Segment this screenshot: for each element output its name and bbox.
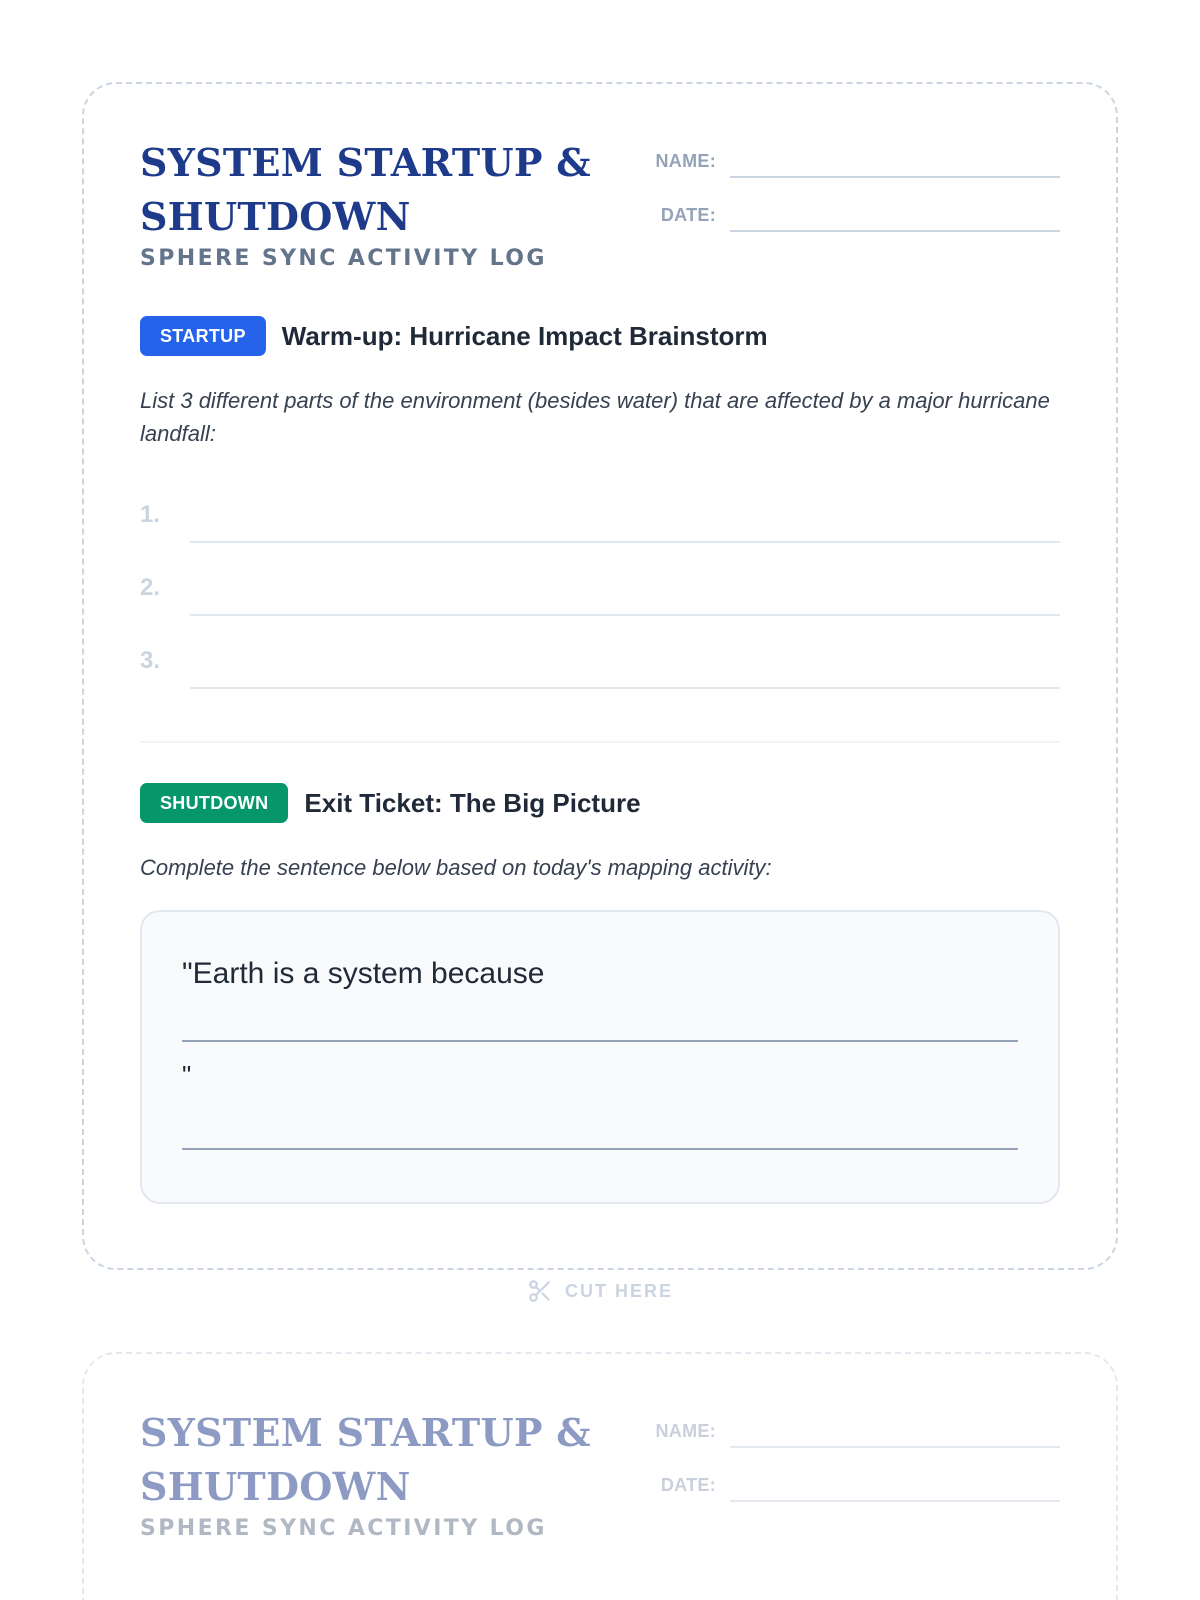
sentence-box: [140, 910, 1060, 1204]
shutdown-heading: [140, 783, 1060, 823]
name-label: NAME:: [655, 151, 716, 171]
worksheet-title: SYSTEM STARTUP & SHUTDOWN: [140, 140, 591, 239]
worksheet-card: [82, 82, 1118, 1270]
student-fields: [650, 146, 1060, 254]
date-label-copy: DATE:: [660, 1475, 716, 1495]
scissors-icon: [527, 1278, 553, 1304]
cut-here-marker: [0, 1278, 1200, 1304]
date-input-line[interactable]: [730, 204, 1060, 232]
cut-label: CUT HERE: [564, 1280, 673, 1301]
answer-row: [140, 470, 1060, 543]
shutdown-section: [140, 783, 1060, 1204]
worksheet-header-copy: [140, 1406, 1060, 1586]
answer-line[interactable]: [190, 543, 1060, 616]
section-divider: [140, 741, 1060, 743]
startup-heading: [140, 316, 1060, 356]
answer-line[interactable]: [190, 616, 1060, 689]
name-input-line[interactable]: [730, 150, 1060, 178]
name-input-line-copy[interactable]: [730, 1420, 1060, 1448]
date-field: [650, 200, 1060, 232]
sentence-start: "Earth is a system because: [182, 957, 545, 990]
worksheet-subtitle: SPHERE SYNC ACTIVITY LOG: [140, 246, 547, 271]
date-label: DATE:: [660, 205, 716, 225]
answer-number: 3.: [140, 647, 161, 674]
answer-number: 2.: [140, 574, 161, 601]
startup-section: [140, 316, 1060, 689]
worksheet-title-copy: SYSTEM STARTUP & SHUTDOWN: [140, 1410, 591, 1509]
answer-row: [140, 543, 1060, 616]
date-input-line-copy[interactable]: [730, 1474, 1060, 1502]
shutdown-title: Exit Ticket: The Big Picture: [304, 787, 641, 818]
worksheet-subtitle-copy: SPHERE SYNC ACTIVITY LOG: [140, 1516, 547, 1541]
date-field-copy: [650, 1470, 1060, 1502]
startup-title: Warm-up: Hurricane Impact Brainstorm: [281, 320, 768, 351]
student-fields-copy: [650, 1416, 1060, 1524]
shutdown-badge: SHUTDOWN: [140, 783, 288, 823]
startup-instructions: List 3 different parts of the environment (besides water) that are affected by a major hurricane landfall:: [140, 388, 1050, 446]
name-label-copy: NAME:: [655, 1421, 716, 1441]
name-field: [650, 146, 1060, 178]
sentence-answer-line[interactable]: [182, 996, 1018, 1042]
worksheet-header: [140, 136, 1060, 316]
startup-badge: STARTUP: [140, 316, 266, 356]
answer-number: 1.: [140, 501, 161, 528]
sentence-end: ": [182, 1060, 192, 1090]
worksheet-card-copy: [82, 1352, 1118, 1600]
answer-line[interactable]: [190, 470, 1060, 543]
shutdown-instructions: Complete the sentence below based on today's mapping activity:: [140, 855, 772, 880]
sentence-answer-line-2[interactable]: [182, 1090, 1018, 1150]
name-field-copy: [650, 1416, 1060, 1448]
startup-answer-list: [140, 470, 1060, 689]
answer-row: [140, 616, 1060, 689]
